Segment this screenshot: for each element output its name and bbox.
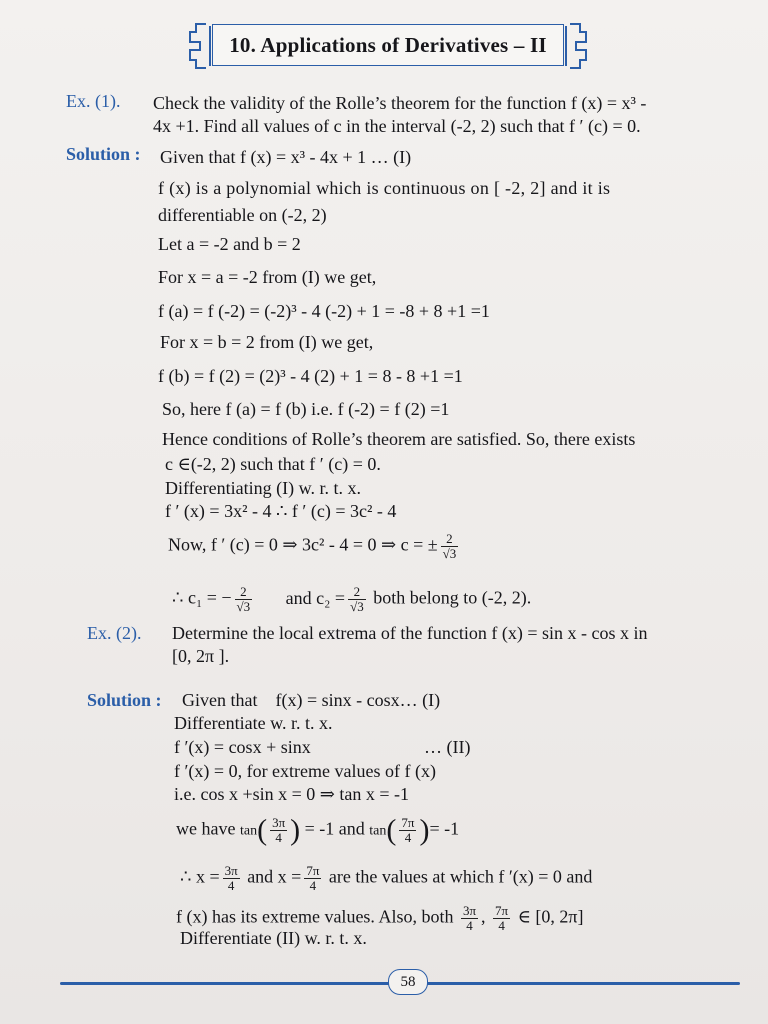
fraction-3pi-4: [270, 816, 287, 845]
fraction-3pi-4: [223, 864, 240, 893]
heading-ornament-left-icon: [184, 20, 214, 70]
fraction-denominator: 4: [466, 918, 473, 933]
fraction: [235, 585, 253, 614]
fraction-numerator: 3π: [224, 863, 238, 878]
fraction-denominator: √3: [442, 546, 457, 561]
example-2-label: Ex. (2).: [87, 623, 142, 643]
extreme-values-text: f (x) has its extreme values. Also, both: [176, 906, 454, 927]
solution-1-label: Solution :: [66, 144, 141, 164]
solution-1-roots-line: [172, 585, 531, 614]
solution-1-line: differentiable on (-2, 2): [158, 205, 327, 225]
solution-2-line: f ′(x) = 0, for extreme values of f (x): [174, 761, 436, 781]
solution-1-line: For x = b = 2 from (I) we get,: [160, 332, 374, 352]
chapter-heading-box: [212, 24, 564, 66]
fraction-numerator: 7π: [401, 815, 415, 830]
solution-1-line: f (x) is a polynomial which is continuous on [ -2, 2] and it is: [158, 178, 611, 198]
values-text: are the values at which f ′(x) = 0 and: [328, 866, 593, 887]
tan-text: tan: [239, 823, 258, 839]
fraction-numerator: 2: [441, 532, 459, 547]
open-paren: (: [257, 813, 268, 847]
fraction-denominator: 4: [227, 878, 235, 893]
x-values-line: [180, 864, 592, 893]
x-equals-text: ∴ x =: [180, 866, 220, 887]
solution-1-line: f ′ (x) = 3x² - 4 ∴ f ′ (c) = 3c² - 4: [165, 501, 397, 521]
solution-1-line: Let a = -2 and b = 2: [158, 234, 301, 254]
page-number: 58: [388, 969, 428, 995]
fraction-7pi-4: [399, 816, 416, 845]
heading-ornament-right-icon: [562, 20, 592, 70]
solution-1-line: Differentiating (I) w. r. t. x.: [165, 478, 361, 498]
fraction: [348, 585, 366, 614]
fraction-numerator: 7π: [495, 903, 509, 918]
fraction-denominator: √3: [350, 599, 364, 614]
equals-and-text: = -1 and: [304, 818, 365, 839]
solution-2-line: i.e. cos x +sin x = 0 ⇒ tan x = -1: [174, 784, 410, 804]
solution-1-line: f (b) = f (2) = (2)³ - 4 (2) + 1 = 8 - 8 +1 =1: [158, 366, 463, 386]
roots-conclusion-text: both belong to (-2, 2).: [373, 587, 532, 608]
fraction-numerator: 2: [348, 585, 366, 600]
c2-text: and c₂ =: [285, 587, 346, 608]
fraction-7pi-4: [304, 864, 321, 893]
open-paren: (: [386, 813, 397, 847]
fraction-denominator: 4: [309, 878, 317, 893]
equals-text: = -1: [429, 818, 460, 839]
example-1-question-line-2: 4x +1. Find all values of c in the interval (-2, 2) such that f ′ (c) = 0.: [153, 116, 641, 136]
solution-2-line: Differentiate (II) w. r. t. x.: [180, 928, 367, 948]
fraction-numerator: 3π: [272, 815, 286, 830]
extreme-values-line: f (x) has its extreme values. Also, both $\frac{3\pi}{4}$ , $\frac{7\pi}{4}$ ∈ [0, 2π]: [176, 903, 584, 933]
solution-1-line: Hence conditions of Rolle’s theorem are satisfied. So, there exists: [162, 429, 636, 449]
fraction: [441, 532, 459, 561]
example-2-question-line-2: [0, 2π ].: [172, 646, 230, 666]
equation-tag: … (II): [424, 737, 471, 757]
fraction-numerator: 3π: [462, 903, 477, 918]
solution-1-line: Given that f (x) = x³ - 4x + 1 … (I): [160, 147, 412, 167]
fraction-denominator: √3: [236, 599, 251, 614]
solution-1-line: For x = a = -2 from (I) we get,: [158, 267, 377, 287]
example-2-question-line-1: Determine the local extrema of the function f (x) = sin x - cos x in: [172, 623, 648, 643]
solution-1-line-now: [168, 532, 461, 561]
we-have-text: we have: [176, 818, 236, 839]
tan-values-line: [176, 813, 460, 847]
close-paren: ): [419, 813, 430, 847]
solution-1-line: So, here f (a) = f (b) i.e. f (-2) = f (2) =1: [162, 399, 450, 419]
now-equation-text: Now, f ′ (c) = 0 ⇒ 3c² - 4 = 0 ⇒ c = ±: [168, 534, 438, 555]
solution-1-line: c ∈(-2, 2) such that f ′ (c) = 0.: [165, 454, 381, 474]
fraction-7pi-4: [493, 904, 510, 933]
fraction-numerator: 2: [235, 585, 253, 600]
example-1-label: Ex. (1).: [66, 91, 121, 111]
solution-2-line: f ′(x) = cosx + sinx: [174, 737, 311, 757]
fraction-3pi-4: [461, 904, 478, 933]
c1-text: ∴ c₁ = −: [172, 587, 232, 608]
interval-text: ∈ [0, 2π]: [517, 906, 584, 927]
fraction-denominator: 4: [498, 918, 505, 933]
solution-2-line: Differentiate w. r. t. x.: [174, 713, 333, 733]
fraction-denominator: 4: [404, 830, 412, 845]
solution-1-line: f (a) = f (-2) = (-2)³ - 4 (-2) + 1 = -8 + 8 +1 =1: [158, 301, 490, 321]
and-x-text: and x =: [247, 866, 302, 887]
fraction-denominator: 4: [275, 830, 282, 845]
solution-2-line: Given that f(x) = sinx - cosx… (I): [182, 690, 441, 710]
close-paren: ): [290, 813, 301, 847]
tan-text: tan: [369, 823, 387, 839]
fraction-numerator: 7π: [306, 863, 320, 878]
example-1-question-line-1: Check the validity of the Rolle’s theorem for the function f (x) = x³ -: [153, 93, 647, 113]
solution-2-label: Solution :: [87, 690, 162, 710]
chapter-title: 10. Applications of Derivatives – II: [229, 32, 547, 57]
